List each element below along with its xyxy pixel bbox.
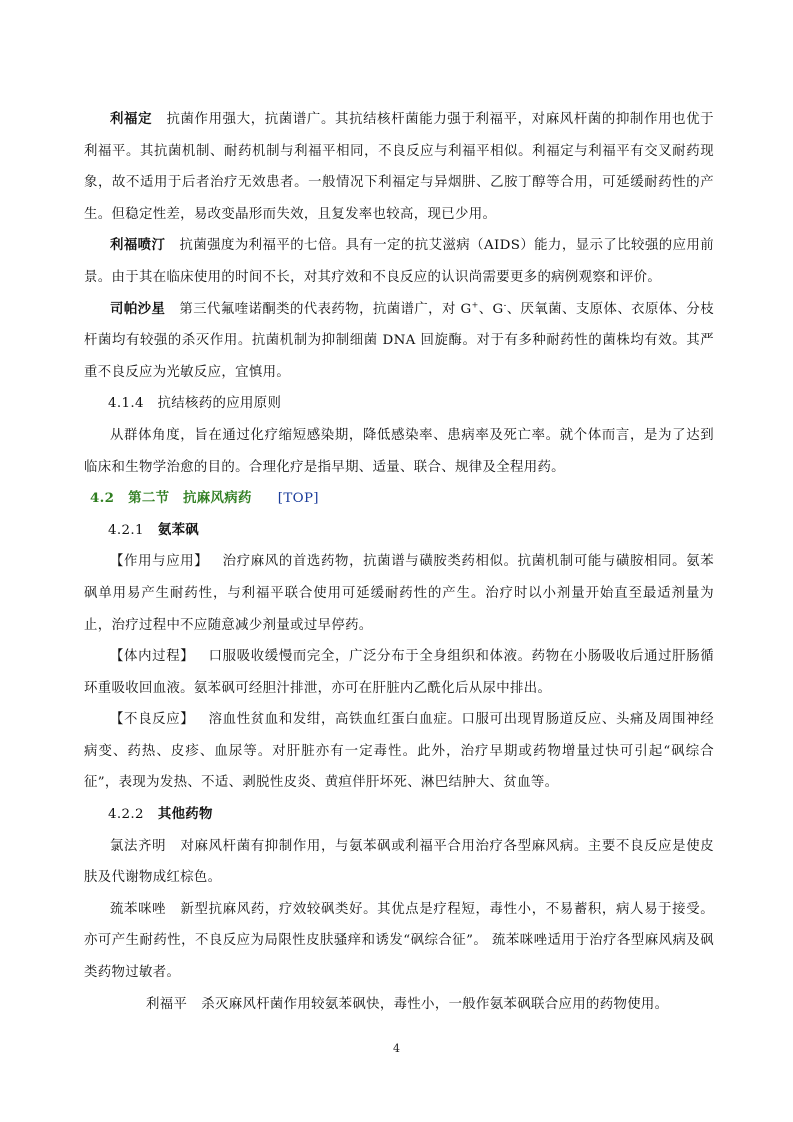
paragraph-rifampicin	[84, 989, 714, 1021]
paragraph-text-mid: 、G	[478, 301, 504, 317]
paragraph-thiambutosine	[84, 894, 714, 989]
paragraph-lifuding	[84, 104, 714, 230]
paragraph-text: 抗菌作用强大，抗菌谱广。其抗结核杆菌能力强于利福平，对麻风杆菌的抑制作用也优于利福平。其抗菌机制、耐药机制与利福平相同，不良反应与利福平相似。利福定与利福平有交叉耐药现象，故不适用于后者治疗无效患者。一般情况下利福定与异烟肼、乙胺丁醇等合用，可延缓耐药性的产生。但稳定性差，易改变晶形而失效，且复发率也较高，现已少用。	[84, 112, 714, 222]
paragraph-text: 第三代氟喹诺酮类的代表药物，抗菌谱广，对 G	[179, 301, 472, 317]
drug-term: 司帕沙星	[110, 300, 166, 317]
drug-term: 利福定	[110, 111, 153, 127]
drug-term: 巯苯咪唑	[110, 901, 167, 917]
heading-number: 4.2.2	[108, 807, 144, 823]
heading-4-2-2	[84, 799, 714, 831]
section-label: 【不良反应】	[110, 712, 195, 728]
section-heading-4-2	[84, 483, 714, 515]
page-number: 4	[393, 1042, 400, 1055]
paragraph-text: 杀灭麻风杆菌作用较氨苯砜快，毒性小，一般作氨苯砜联合应用的药物使用。	[201, 996, 669, 1012]
drug-term: 氯法齐明	[110, 838, 167, 854]
paragraph-clofazimine	[84, 831, 714, 894]
paragraph-text: 抗菌强度为利福平的七倍。具有一定的抗艾滋病（AIDS）能力，显示了比较强的应用前景。由于其在临床使用的时间不长，对其疗效和不良反应的认识尚需要更多的病例观察和评价。	[84, 238, 714, 285]
paragraph-principles: 从群体角度，旨在通过化疗缩短感染期，降低感染率、患病率及死亡率。就个体而言，是为了达到临床和生物学治愈的目的。合理化疗是指早期、适量、联合、规律及全程用药。	[84, 427, 714, 475]
superscript-minus: -	[503, 300, 507, 310]
drug-term: 利福喷汀	[110, 237, 166, 254]
paragraph-text: 对麻风杆菌有抑制作用，与氨苯砜或利福平合用治疗各型麻风病。主要不良反应是使皮肤及代谢物成红棕色。	[84, 838, 715, 886]
superscript-plus: +	[471, 300, 479, 310]
paragraph-body-process	[84, 641, 714, 704]
heading-4-1-4: 4.1.4 抗结核药的应用原则	[108, 396, 282, 412]
paragraph-lifupenting	[84, 230, 714, 293]
paragraph-text-after: 、厌氧菌、支原体、衣原体、分枝杆菌均有较强的杀灭作用。抗菌机制为抑制细菌 DNA 回旋酶。对于有多种耐药性的菌株均有效。其严重不良反应为光敏反应，宜慎用。	[84, 301, 714, 380]
heading-title: 氨苯砜	[157, 521, 200, 538]
section-label: 【作用与应用】	[110, 554, 209, 570]
paragraph-text: 新型抗麻风药，疗效较砜类好。其优点是疗程短，毒性小，不易蓄积，病人易于接受。亦可产生耐药性，不良反应为局限性皮肤骚痒和诱发“砜综合征”。 巯苯咪唑适用于治疗各型麻风病及砜类药物过敏者。	[84, 901, 715, 981]
paragraph-text: 治疗麻风的首选药物，抗菌谱与磺胺类药相似。抗菌机制可能与磺胺相同。氨苯砜单用易产生耐药性，与利福平联合使用可延缓耐药性的产生。治疗时以小剂量开始直至最适剂量为止，治疗过程中不应随意减少剂量或过早停药。	[84, 554, 715, 633]
paragraph-text: 口服吸收缓慢而完全，广泛分布于全身组织和体液。药物在小肠吸收后通过肝肠循环重吸收回血液。氨苯砜可经胆汁排泄，亦可在肝脏内乙酰化后从尿中排出。	[84, 649, 714, 696]
drug-term: 利福平	[146, 996, 188, 1012]
document-body	[84, 104, 714, 1020]
heading-number: 4.2.1	[108, 522, 144, 538]
heading-4-2-1	[84, 515, 714, 547]
heading-title: 其他药物	[157, 806, 213, 823]
paragraph-adverse	[84, 704, 714, 799]
paragraph-sipashaxing	[84, 294, 714, 389]
paragraph-use	[84, 546, 714, 641]
section-label: 【体内过程】	[110, 649, 195, 665]
section-title: 4.2 第二节 抗麻风病药	[90, 490, 252, 507]
paragraph-text: 溶血性贫血和发绀，高铁血红蛋白血症。口服可出现胃肠道反应、头痛及周围神经病变、药热、皮疹、血尿等。对肝脏亦有一定毒性。此外，治疗早期或药物增量过快可引起“砜综合征”，表现为发热、不适、剥脱性皮炎、黄疸伴肝坏死、淋巴结肿大、贫血等。	[84, 712, 714, 791]
top-link[interactable]: [TOP]	[277, 491, 319, 507]
